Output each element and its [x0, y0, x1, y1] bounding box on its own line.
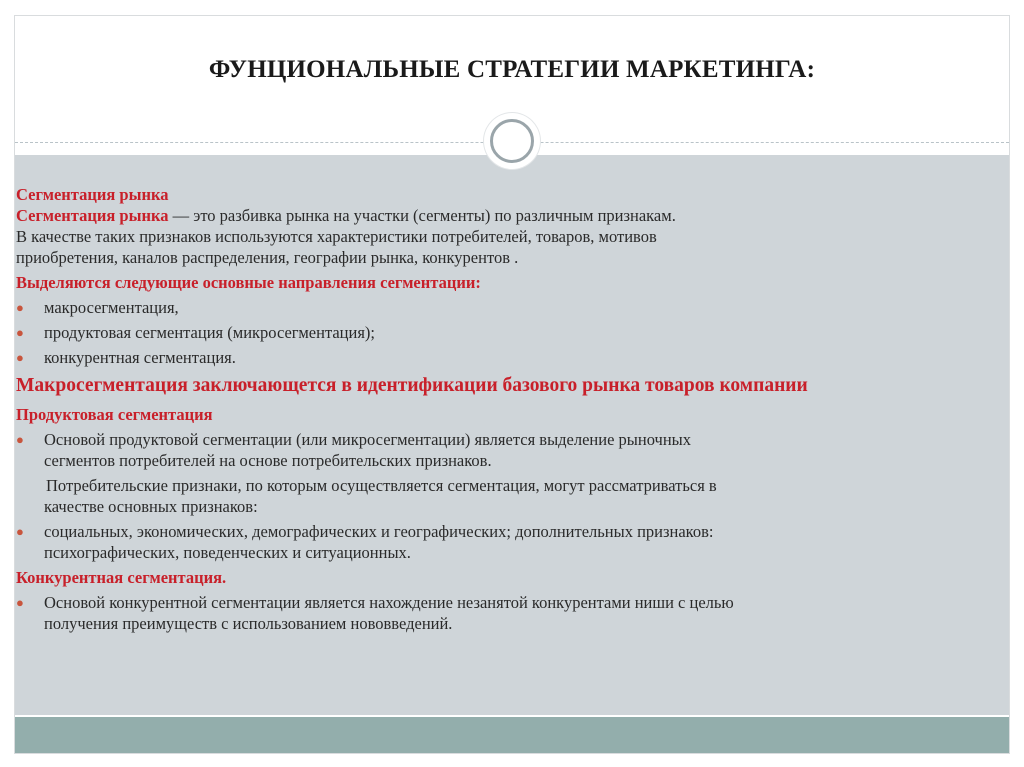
- macro-statement: Макросегментация заключающется в идентификации базового рынка товаров компании: [16, 375, 808, 396]
- bullet-icon: ●: [16, 524, 24, 539]
- list-item: ● продуктовая сегментация (микросегментация);: [16, 323, 376, 342]
- slide-title: ФУНЦИОНАЛЬНЫЕ СТРАТЕГИИ МАРКЕТИНГА:: [208, 56, 816, 83]
- product-list-2: [16, 521, 982, 563]
- bullet-icon: ●: [16, 432, 24, 447]
- definition-text: — это разбивка рынка на участки (сегменты) по различным признакам.: [168, 206, 676, 225]
- heading-product: Продуктовая сегментация: [16, 405, 213, 424]
- ring-icon: [490, 119, 534, 163]
- competitive-list: [16, 592, 982, 634]
- bullet-icon: ●: [16, 350, 24, 365]
- heading-competitive: Конкурентная сегментация.: [16, 568, 227, 587]
- list-item: ● Основой продуктовой сегментации (или микросегментации) является выделение рыночных сегментов потребителей на основе потребительских признаков.: [16, 430, 691, 470]
- directions-list: [16, 297, 982, 368]
- bullet-icon: ●: [16, 300, 24, 315]
- bullet-icon: ●: [16, 595, 24, 610]
- footer-bar: [15, 717, 1009, 753]
- product-paragraph: Потребительские признаки, по которым осуществляется сегментация, могут рассматриваться в качестве основных признаков:: [44, 476, 717, 516]
- product-list-1: [16, 429, 982, 471]
- definition-line-2: В качестве таких признаков используются характеристики потребителей, товаров, мотивов: [16, 227, 657, 246]
- list-item: ● Основой конкурентной сегментации является нахождение незанятой конкурентами ниши с целью получения преимуществ с использованием нововведений.: [16, 593, 734, 633]
- heading-directions: Выделяются следующие основные направления сегментации:: [16, 273, 481, 292]
- circle-ornament-icon: [484, 113, 540, 169]
- definition-term: Сегментация рынка: [16, 206, 169, 225]
- list-item: ● социальных, экономических, демографических и географических; дополнительных признаков: психографических, поведенческих и ситуационных.: [16, 522, 714, 562]
- bullet-icon: ●: [16, 325, 24, 340]
- heading-segmentation: Сегментация рынка: [16, 185, 169, 204]
- body-text: [16, 184, 982, 638]
- definition-line-3: приобретения, каналов распределения, географии рынка, конкурентов .: [16, 248, 519, 267]
- list-item: ● макросегментация,: [16, 298, 179, 317]
- list-item: ● конкурентная сегментация.: [16, 348, 236, 367]
- definition: [16, 205, 982, 226]
